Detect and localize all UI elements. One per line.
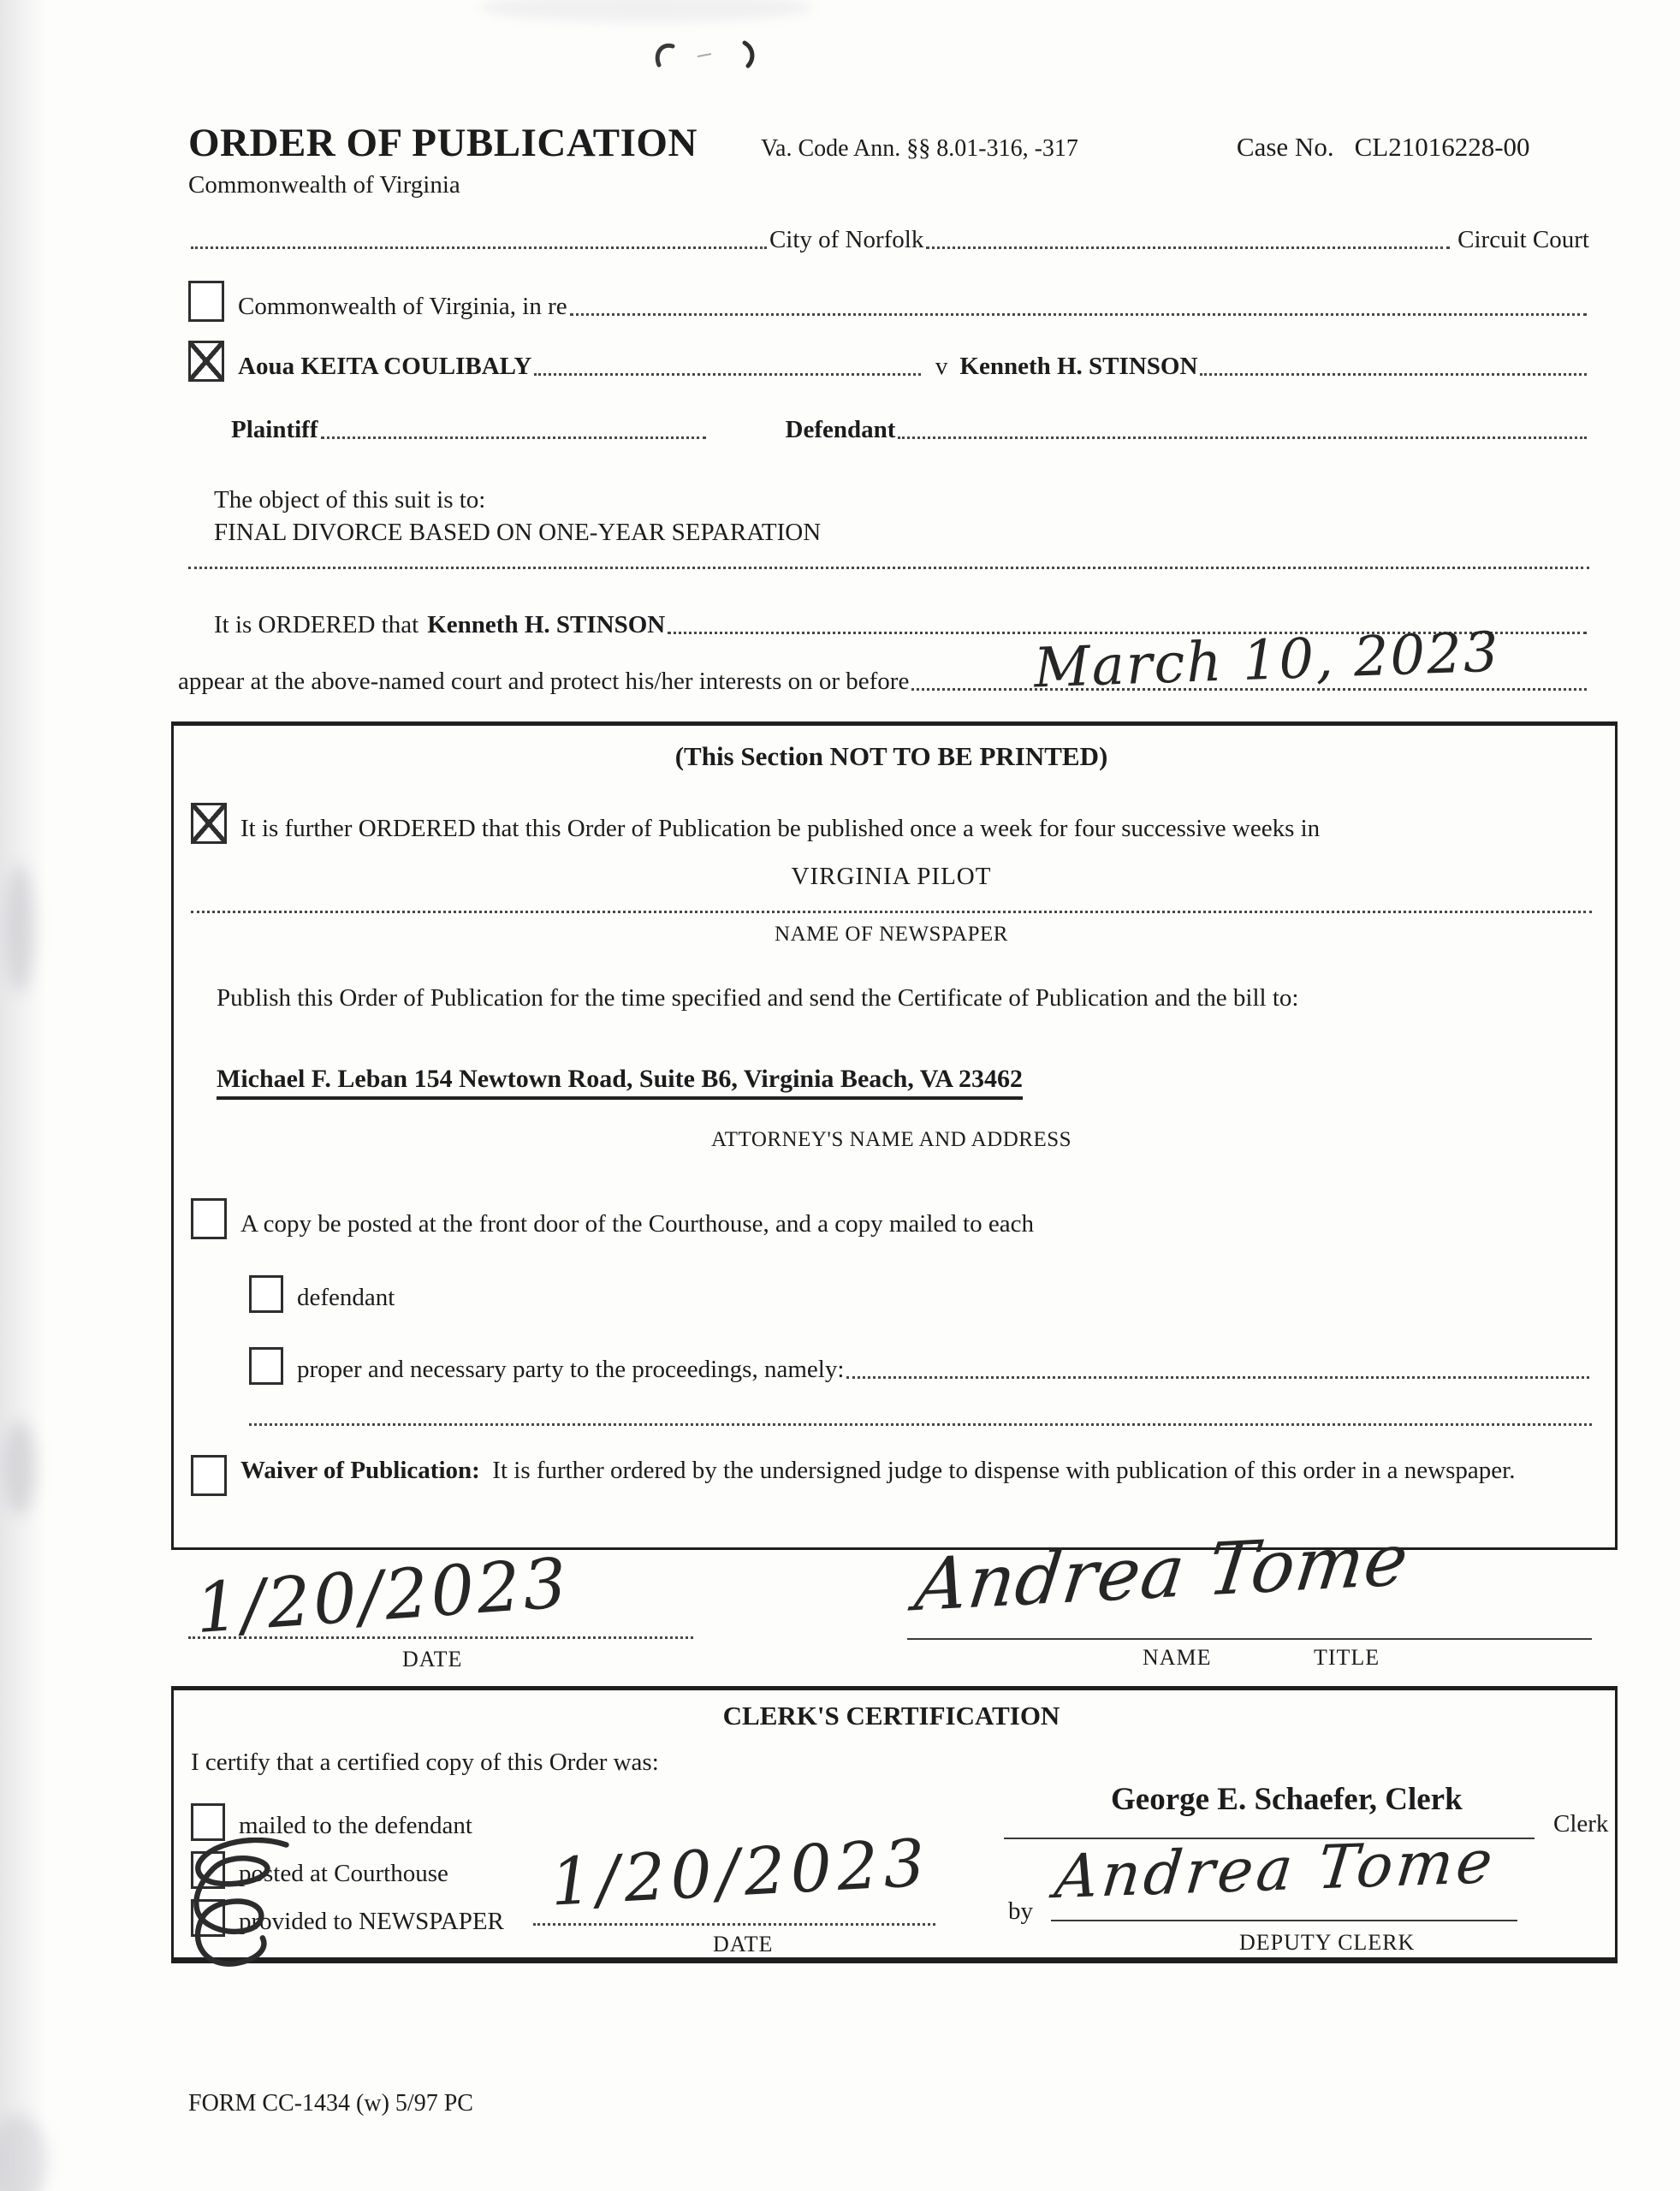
form-content <box>171 0 1612 2191</box>
waiver-row <box>191 1455 1592 1496</box>
title-caption: TITLE <box>1314 1645 1380 1670</box>
dotted-leader <box>846 1376 1589 1379</box>
in-re-label: Commonwealth of Virginia, in re <box>238 292 567 320</box>
dotted-leader <box>570 313 1587 316</box>
object-intro: The object of this suit is to: <box>214 486 486 514</box>
plaintiff-name: Aoua KEITA COULIBALY <box>238 352 532 380</box>
form-header <box>188 120 1589 166</box>
handwritten-deputy-signature: Andrea Tome <box>1051 1826 1499 1913</box>
checkbox-defendant[interactable] <box>249 1275 283 1313</box>
date-caption: DATE <box>402 1647 463 1671</box>
deputy-clerk-caption: DEPUTY CLERK <box>1239 1930 1416 1955</box>
mailed-text: mailed to the defendant <box>239 1811 472 1839</box>
by-label: by <box>1008 1897 1033 1925</box>
dotted-fill-line[interactable] <box>188 567 1589 569</box>
dotted-leader <box>321 436 706 439</box>
proper-party-text: proper and necessary party to the proceedings, namely: <box>297 1355 845 1383</box>
defendant-label: Defendant <box>785 416 896 443</box>
dotted-leader <box>534 373 921 376</box>
handwritten-scribble-checkmarks <box>174 1838 302 1974</box>
checkbox-publish-order[interactable] <box>191 803 227 844</box>
waiver-text: It is further ordered by the undersigned judge to dispense with publication of this order in a newspaper. <box>492 1457 1516 1484</box>
cert-date-caption: DATE <box>713 1932 774 1956</box>
party-labels-row <box>188 414 1589 445</box>
checkbox-commonwealth-in-re[interactable] <box>188 281 224 322</box>
versus-label: v <box>935 352 948 380</box>
newspaper-name: VIRGINIA PILOT <box>791 863 992 890</box>
parties-row <box>188 341 1589 382</box>
form-subtitle: Commonwealth of Virginia <box>188 171 460 199</box>
mailed-row <box>191 1803 472 1841</box>
date-fill-line[interactable] <box>188 1636 693 1639</box>
case-number-value: CL21016228-00 <box>1354 132 1530 162</box>
dotted-fill-line[interactable] <box>191 911 1592 913</box>
plaintiff-label: Plaintiff <box>231 416 318 443</box>
attorney-line-wrap <box>217 1065 1592 1100</box>
handwritten-cert-date: 1/20/2023 <box>548 1824 932 1921</box>
dotted-fill-line[interactable] <box>249 1423 1592 1426</box>
checkbox-parties[interactable] <box>188 341 224 382</box>
clerk-caption: Clerk <box>1553 1810 1609 1838</box>
publish-order-row <box>191 803 1592 844</box>
dotted-leader <box>898 436 1587 439</box>
defendant-option-text: defendant <box>297 1283 395 1311</box>
form-title: ORDER OF PUBLICATION <box>188 121 698 165</box>
signature-area <box>188 1517 1589 1695</box>
clerk-stamp: George E. Schaefer, Clerk <box>1111 1782 1463 1817</box>
attorney-caption: ATTORNEY'S NAME AND ADDRESS <box>710 1128 1072 1151</box>
form-number: FORM CC-1434 (w) 5/97 PC <box>188 2090 473 2117</box>
ordered-name: Kenneth H. STINSON <box>427 611 666 638</box>
court-line-row <box>188 224 1589 255</box>
handwritten-date: 1/20/2023 <box>193 1542 572 1649</box>
not-to-be-printed-box <box>171 721 1618 1550</box>
checkbox-proper-party[interactable] <box>249 1347 283 1385</box>
in-re-row <box>188 281 1589 322</box>
attorney-name-address: Michael F. Leban 154 Newtown Road, Suite B6, Virginia Beach, VA 23462 <box>217 1065 1023 1100</box>
clerk-heading: CLERK'S CERTIFICATION <box>722 1701 1060 1731</box>
defendant-name: Kenneth H. STINSON <box>959 352 1198 380</box>
code-reference: Va. Code Ann. §§ 8.01-316, -317 <box>760 135 1078 162</box>
dotted-leader <box>926 246 1450 249</box>
defendant-option-row <box>249 1275 1592 1313</box>
handwritten-appear-date: March 10, 2023 <box>1032 620 1501 701</box>
handwritten-signature: Andrea Tome <box>911 1517 1414 1628</box>
posted-text: posted at Courthouse <box>239 1859 448 1887</box>
publish-order-text: It is further ORDERED that this Order of Publication be published once a week for four successive weeks in <box>240 814 1321 842</box>
newspaper-caption: NAME OF NEWSPAPER <box>775 923 1008 946</box>
checkbox-copy-posted[interactable] <box>191 1198 227 1239</box>
object-description: FINAL DIVORCE BASED ON ONE-YEAR SEPARATION <box>214 519 822 546</box>
ordered-prefix: It is ORDERED that <box>214 611 419 638</box>
waiver-label: Waiver of Publication: <box>240 1457 480 1484</box>
dotted-leader <box>1200 373 1587 376</box>
case-number-label: Case No. <box>1236 132 1334 162</box>
deputy-signature-line[interactable] <box>1051 1920 1517 1921</box>
section-heading: (This Section NOT TO BE PRINTED) <box>674 741 1108 771</box>
scan-smudge <box>3 1421 36 1515</box>
proper-party-row <box>249 1347 1592 1385</box>
cert-date-fill-line[interactable] <box>533 1923 935 1926</box>
court-name: City of Norfolk <box>769 226 924 253</box>
provided-text: provided to NEWSPAPER <box>239 1907 504 1935</box>
dotted-leader <box>191 246 767 249</box>
checkbox-waiver[interactable] <box>191 1455 227 1496</box>
publish-instruction: Publish this Order of Publication for the time specified and send the Certificate of Publication and the bill to: <box>217 984 1299 1012</box>
appear-text: appear at the above-named court and protect his/her interests on or before <box>178 668 910 695</box>
court-type-label: Circuit Court <box>1457 226 1589 253</box>
scan-smudge <box>5 864 34 993</box>
scan-edge-shadow <box>0 0 46 2191</box>
clerk-certification-box <box>171 1686 1618 1963</box>
certify-text: I certify that a certified copy of this Order was: <box>191 1749 659 1776</box>
name-title-line[interactable] <box>907 1638 1592 1640</box>
checkbox-mailed[interactable] <box>191 1803 225 1841</box>
name-caption: NAME <box>1143 1645 1212 1670</box>
copy-posted-text: A copy be posted at the front door of the Courthouse, and a copy mailed to each <box>240 1209 1034 1238</box>
copy-posted-row <box>191 1198 1592 1239</box>
